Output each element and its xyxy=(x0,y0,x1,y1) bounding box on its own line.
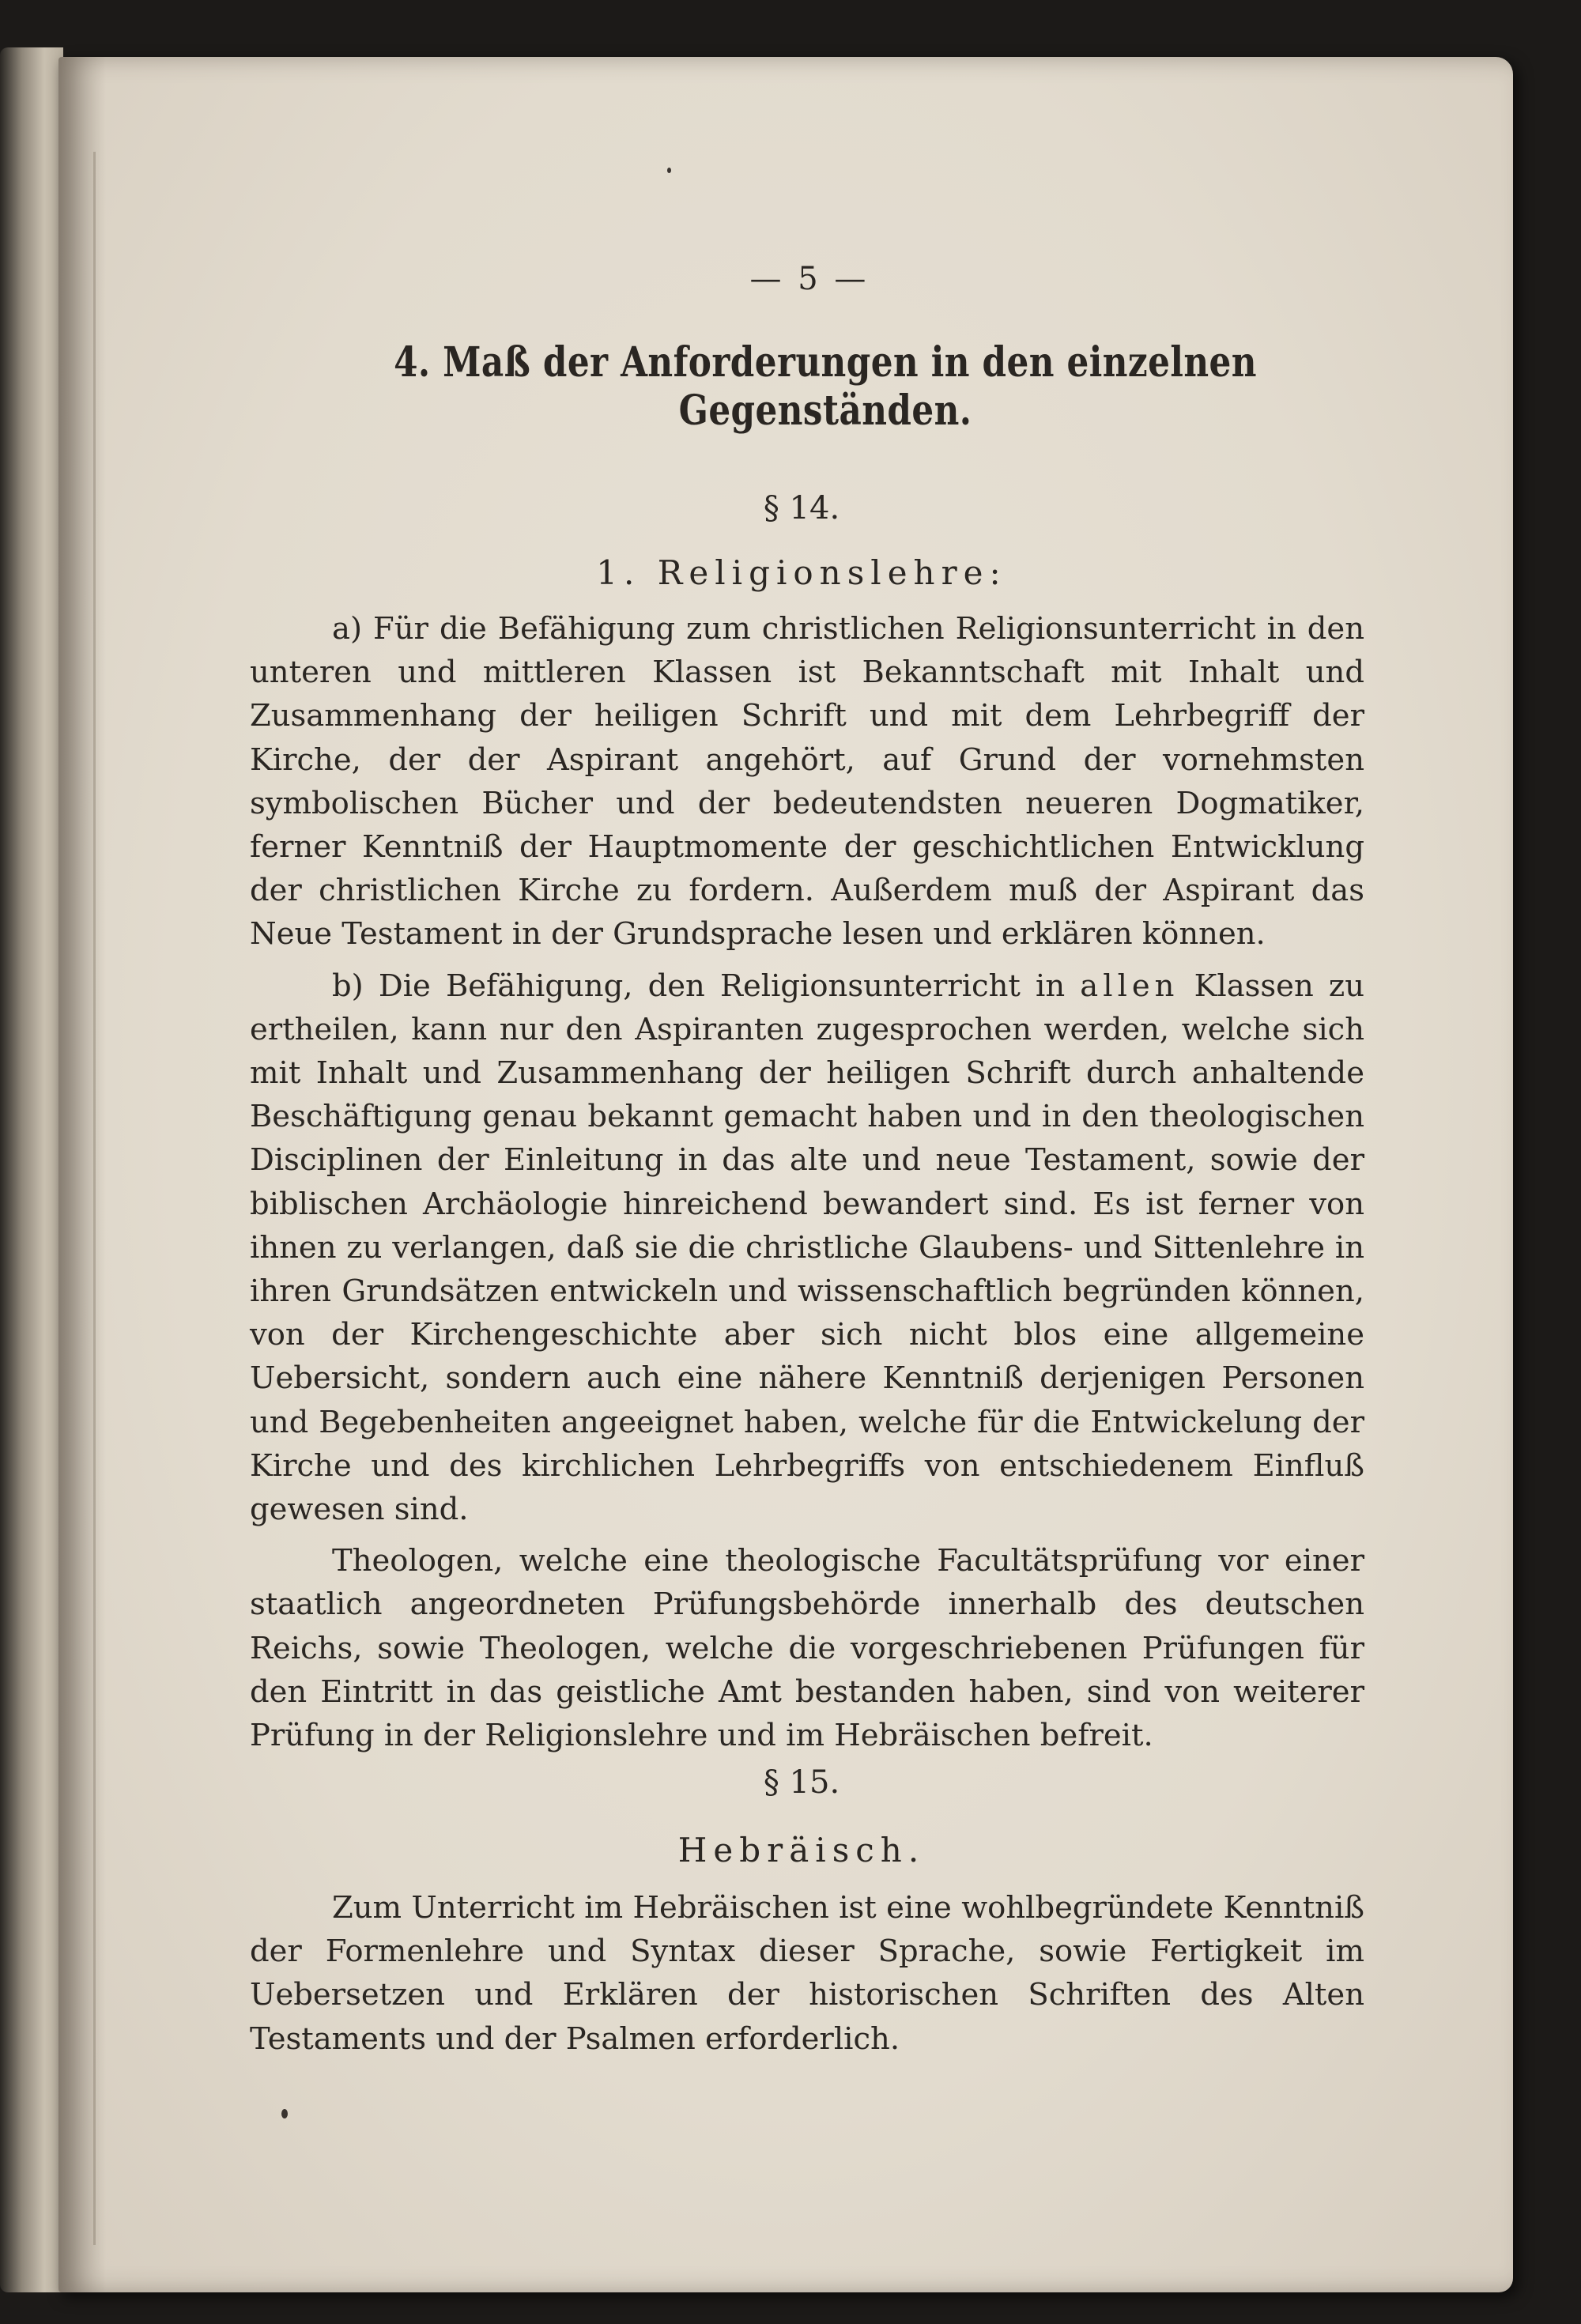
paragraph-hebrew: Zum Unterricht im Hebräischen ist eine wohlbegründete Kenntniß der Formenlehre und Syntax dieser Sprache, sowie Fertigkeit im Uebersetzen und Erklären der historischen Schriften des Alten Testaments und der Psalmen erforderlich. xyxy=(250,1890,1364,2057)
left-page-edge xyxy=(0,47,63,2292)
section-14-body xyxy=(250,607,1364,1757)
ink-speck xyxy=(281,2109,288,2118)
section-title-hebraeisch: Hebräisch. xyxy=(677,1831,926,1869)
paragraph-theologians: Theologen, welche eine theologische Facultätsprüfung vor einer staatlich angeordneten Prüfungsbehörde innerhalb des deutschen Reichs, sowie Theologen, welche die vorgeschriebenen Prüfungen für den Eintritt in das geistliche Amt bestanden haben, sind von weiterer Prüfung in der Religionslehre und im Hebräischen befreit. xyxy=(250,1543,1364,1754)
paragraph-b-start: b) Die Befähigung, den Religionsunterricht in xyxy=(332,968,1081,1004)
section-title-religionslehre: 1. Religionslehre: xyxy=(596,553,1007,592)
paragraph-b-emphasis: allen xyxy=(1080,968,1179,1004)
section-sign-15: § 15. xyxy=(763,1764,840,1801)
paragraph-b-rest: Klassen zu ertheilen, kann nur den Aspiranten zugesprochen werden, welche sich mit Inhalt und Zusammenhang der heiligen Schrift durch anhaltende Beschäftigung genau bekannt gemacht haben und in den theologischen Disciplinen der Einleitung in das alte und neue Testament, sowie der biblischen Archäologie hinreichend bewandert sind. Es ist ferner von ihnen zu verlangen, daß sie die christliche Glaubens- und Sittenlehre in ihren Grundsätzen entwickeln und wissenschaftlich begründen können, von der Kirchengeschichte aber sich nicht blos eine allgemeine Uebersicht, sondern auch eine nähere Kenntniß derjenigen Personen und Begebenheiten angeeignet haben, welche für die Entwickelung der Kirche und des kirchlichen Lehrbegriffs von entschiedenem Einfluß gewesen sind. xyxy=(250,968,1364,1528)
chapter-heading: 4. Maß der Anforderungen in den einzelnen Gegenständen. xyxy=(394,338,1257,435)
page-number: — 5 — xyxy=(749,261,870,297)
ink-speck xyxy=(667,168,671,173)
gutter-shadow xyxy=(58,57,106,2292)
paragraph-b xyxy=(250,964,1364,1532)
paragraph-a: a) Für die Befähigung zum christlichen Religionsunterricht in den unteren und mittleren Klassen ist Bekanntschaft mit Inhalt und Zusammenhang der heiligen Schrift und mit dem Lehrbegriff der Kirche, der der Aspirant angehört, auf Grund der vornehmsten symbolischen Bücher und der bedeutendsten neueren Dogmatiker, ferner Kenntniß der Hauptmomente der geschichtlichen Entwicklung der christlichen Kirche zu fordern. Außerdem muß der Aspirant das Neue Testament in der Grundsprache lesen und erklären können. xyxy=(250,611,1364,953)
section-sign-14: § 14. xyxy=(763,490,840,526)
page-fold xyxy=(93,152,96,2245)
book-page xyxy=(58,57,1513,2292)
section-15-body xyxy=(250,1886,1364,2061)
